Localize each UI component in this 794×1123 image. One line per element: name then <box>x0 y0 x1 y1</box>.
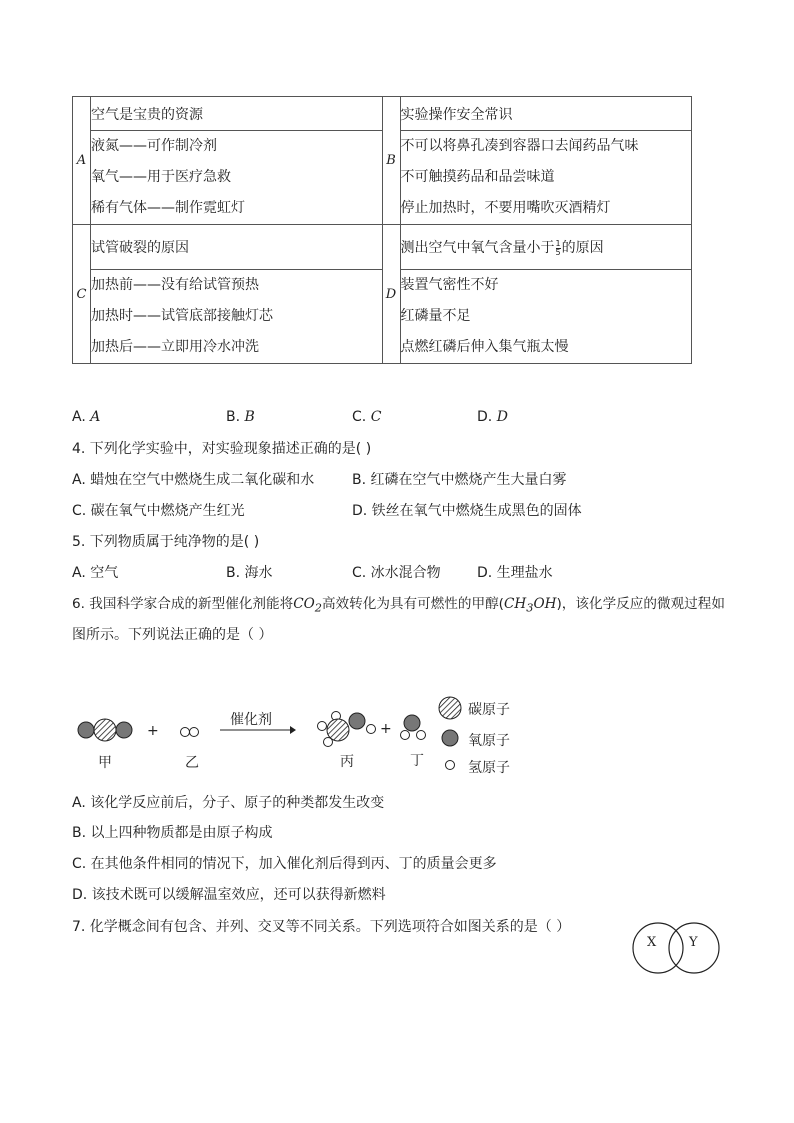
legend-hydrogen-symbol <box>446 761 455 770</box>
cell-body-d <box>400 270 692 364</box>
cell-line: 不可触摸药品和品尝味道 <box>400 169 555 185</box>
cell-line: 红磷量不足 <box>400 308 471 324</box>
heading-text: 的原因 <box>561 240 604 256</box>
formula-co2: $CO_2$ <box>293 596 322 615</box>
label-yi: 乙 <box>185 755 199 771</box>
q6-option-c[interactable]: C. 在其他条件相同的情况下，加入催化剂后得到丙、丁的质量会更多 <box>72 856 497 872</box>
cell-line: 稀有气体——制作霓虹灯 <box>91 200 245 216</box>
plus-sign: + <box>380 721 392 737</box>
label-bing: 丙 <box>340 754 354 770</box>
plus-sign: + <box>147 723 159 739</box>
denominator: 5 <box>555 247 561 257</box>
label-jia: 甲 <box>98 755 112 771</box>
cell-heading-d <box>400 225 692 270</box>
cell-body-a <box>91 131 383 225</box>
q4-option-d[interactable]: D. 铁丝在氧气中燃烧生成黑色的固体 <box>352 503 582 519</box>
q4-option-c[interactable]: C. 碳在氧气中燃烧产生红光 <box>72 503 245 519</box>
cell-line: 加热后——立即用冷水冲洗 <box>91 339 259 355</box>
q6-option-b[interactable]: B. 以上四种物质都是由原子构成 <box>72 825 273 841</box>
legend-hydrogen-label: 氢原子 <box>468 760 510 776</box>
cell-letter-d: D <box>382 225 400 364</box>
knowledge-table <box>72 96 692 364</box>
cell-heading-a: 空气是宝贵的资源 <box>91 97 383 131</box>
venn-diagram <box>630 918 724 976</box>
legend-carbon-symbol <box>439 697 461 719</box>
legend-oxygen-label: 氧原子 <box>468 733 510 749</box>
q5-option-c[interactable]: C. 冰水混合物 <box>352 565 441 581</box>
heading-text: 测出空气中氧气含量小于 <box>400 240 555 256</box>
q3-option-b[interactable]: B. B <box>226 409 255 425</box>
cell-line: 氧气——用于医疗急救 <box>91 169 231 185</box>
cell-line: 不可以将鼻孔凑到容器口去闻药品气味 <box>400 138 639 154</box>
q6-option-a[interactable]: A. 该化学反应前后，分子、原子的种类都发生改变 <box>72 795 385 811</box>
molecule-co2 <box>78 719 132 741</box>
numerator: 1 <box>555 238 561 248</box>
cell-letter-c: C <box>73 225 91 364</box>
cell-line: 装置气密性不好 <box>400 277 499 293</box>
q3-option-d[interactable]: D. D <box>477 409 508 425</box>
cell-line: 加热前——没有给试管预热 <box>91 277 259 293</box>
q4-option-a[interactable]: A. 蜡烛在空气中燃烧生成二氧化碳和水 <box>72 472 315 488</box>
cell-line: 停止加热时，不要用嘴吹灭酒精灯 <box>400 200 611 216</box>
venn-label-x: X <box>647 935 657 950</box>
legend-carbon-label: 碳原子 <box>468 702 510 718</box>
formula-methanol: $CH_3OH$ <box>504 596 557 615</box>
q6-option-d[interactable]: D. 该技术既可以缓解温室效应，还可以获得新燃料 <box>72 887 386 903</box>
q3-option-c[interactable]: C. C <box>352 409 382 425</box>
cell-line: 点燃红磷后伸入集气瓶太慢 <box>400 339 569 355</box>
cell-heading-c: 试管破裂的原因 <box>91 225 383 270</box>
q5-option-b[interactable]: B. 海水 <box>226 565 273 581</box>
cell-letter-a: A <box>73 97 91 225</box>
catalyst-label: 催化剂 <box>230 712 272 728</box>
molecule-water <box>401 715 426 740</box>
cell-body-b <box>400 131 692 225</box>
cell-line: 加热时——试管底部接触灯芯 <box>91 308 273 324</box>
q7-stem: 7. 化学概念间有包含、并列、交叉等不同关系。下列选项符合如图关系的是（ ） <box>72 919 571 935</box>
cell-letter-b: B <box>382 97 400 225</box>
q5-option-a[interactable]: A. 空气 <box>72 565 119 581</box>
label-ding: 丁 <box>410 753 424 769</box>
q5-stem: 5. 下列物质属于纯净物的是( ) <box>72 534 260 550</box>
cell-heading-b: 实验操作安全常识 <box>400 97 692 131</box>
q3-option-a[interactable]: A. A <box>72 409 101 425</box>
q4-stem: 4. 下列化学实验中，对实验现象描述正确的是( ) <box>72 441 372 457</box>
q6-stem-line1: 6. 我国科学家合成的新型催化剂能将$CO_2$高效转化为具有可燃性的甲醇$(CH_3OH)$，该化学反应的微观过程如 <box>72 596 725 615</box>
venn-label-y: Y <box>689 935 698 950</box>
fraction <box>556 240 561 257</box>
legend-oxygen-symbol <box>442 730 458 746</box>
reaction-diagram <box>70 692 520 774</box>
molecule-h2 <box>181 728 199 737</box>
q4-option-b[interactable]: B. 红磷在空气中燃烧产生大量白雾 <box>352 472 567 488</box>
cell-body-c <box>91 270 383 364</box>
molecule-methanol <box>318 712 376 747</box>
q5-option-d[interactable]: D. 生理盐水 <box>477 565 553 581</box>
cell-line: 液氮——可作制冷剂 <box>91 138 217 154</box>
q6-stem-line2: 图所示。下列说法正确的是（ ） <box>72 627 273 643</box>
